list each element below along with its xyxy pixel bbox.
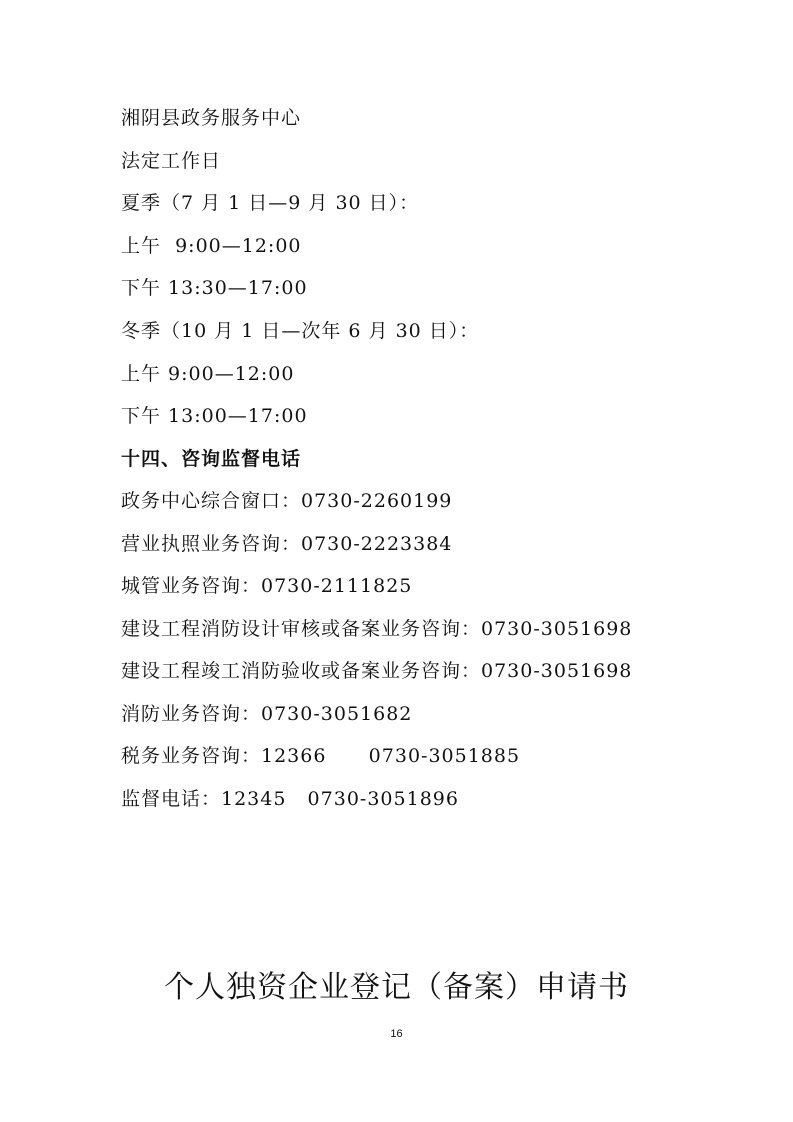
winter-hours-header: 冬季（10 月 1 日—次年 6 月 30 日）：	[121, 320, 480, 342]
summer-morning-hours: 上午 9:00—12:00	[121, 235, 302, 257]
contact-line: 建设工程消防设计审核或备案业务咨询：0730-3051698	[121, 618, 633, 640]
contact-line: 建设工程竣工消防验收或备案业务咨询：0730-3051698	[121, 660, 633, 682]
winter-afternoon-hours: 下午 13:00—17:00	[121, 405, 308, 427]
office-name: 湘阴县政务服务中心	[121, 107, 302, 129]
contact-line: 消防业务咨询：0730-3051682	[121, 703, 413, 725]
contact-line: 城管业务咨询：0730-2111825	[121, 575, 413, 597]
contact-line: 监督电话：12345 0730-3051896	[121, 788, 459, 810]
summer-hours-header: 夏季（7 月 1 日—9 月 30 日）：	[121, 192, 420, 214]
winter-morning-hours: 上午 9:00—12:00	[121, 363, 295, 385]
contact-line: 营业执照业务咨询：0730-2223384	[121, 533, 453, 555]
workdays-label: 法定工作日	[121, 150, 222, 172]
page-number: 16	[390, 1028, 403, 1040]
next-document-title: 个人独资企业登记（备案）申请书	[164, 970, 629, 1005]
contact-line: 税务业务咨询：12366 0730-3051885	[121, 745, 521, 767]
contact-line: 政务中心综合窗口：0730-2260199	[121, 490, 453, 512]
summer-afternoon-hours: 下午 13:30—17:00	[121, 277, 308, 299]
contacts-heading: 十四、咨询监督电话	[121, 448, 302, 470]
